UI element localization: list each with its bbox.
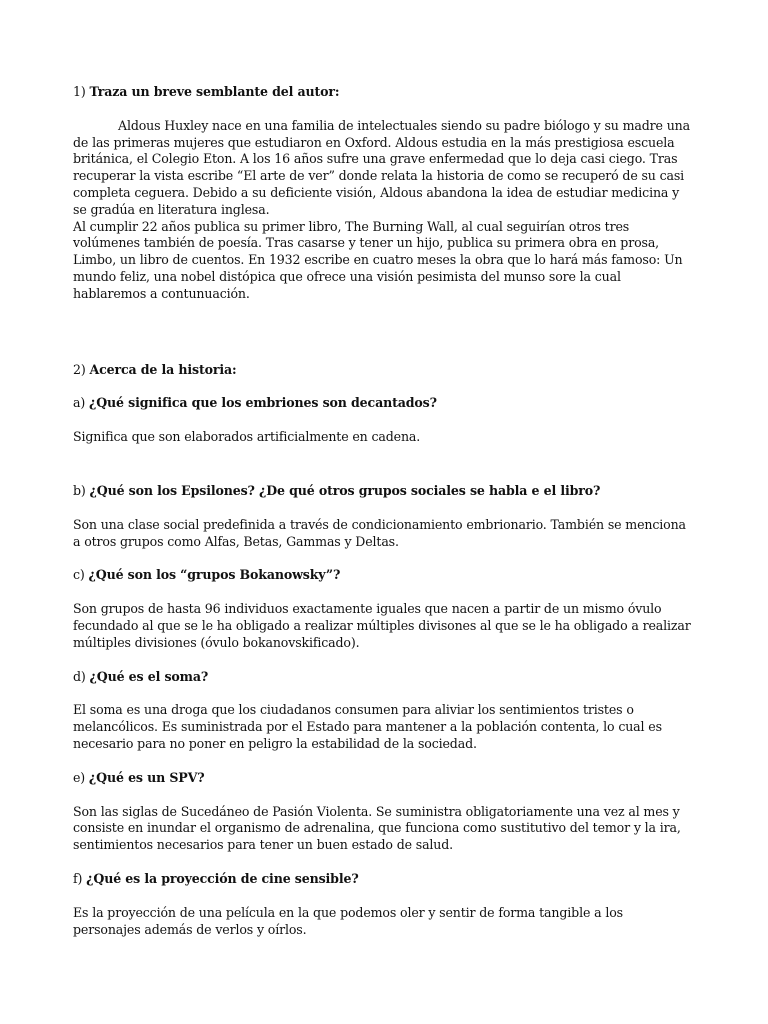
document-page	[73, 84, 693, 938]
answer-d: El soma es una droga que los ciudadanos consumen para aliviar los sentimientos tristes o melancólicos. Es suministrada por el Estado para mantener a la población contenta, lo cual es necesario para no poner en peligro la estabilidad de la sociedad.	[73, 702, 662, 751]
question-f-text: ¿Qué es la proyección de cine sensible?	[86, 870, 359, 886]
question-a-text: ¿Qué significa que los embriones son decantados?	[88, 395, 437, 411]
question-e	[73, 770, 693, 787]
answer-a: Significa que son elaborados artificialmente en cadena.	[73, 429, 421, 445]
question-c-letter: c)	[73, 567, 89, 583]
question-b-text: ¿Qué son los Epsilones? ¿De qué otros grupos sociales se habla e el libro?	[89, 482, 601, 498]
question-1-title: Traza un breve semblante del autor:	[89, 84, 340, 99]
author-paragraph-1: Aldous Huxley nace en una familia de intelectuales siendo su padre biólogo y su madre una de las primeras mujeres que estudiaron en Oxford. Aldous estudia en la más prestigiosa escuela británica, el Colegio Eton. A los 16 años sufre una grave enfermedad que lo deja casi ciego. Tras recuperar la vista escribe “El arte de ver” donde relata la historia de como se recuperó de su casi completa ceguera. Debido a su deficiente visión, Aldous abandona la idea de estudiar medicina y se gradúa en literatura inglesa.	[73, 117, 690, 217]
question-e-text: ¿Qué es un SPV?	[88, 769, 205, 785]
question-c-text: ¿Qué son los “grupos Bokanowsky”?	[88, 567, 341, 583]
question-f	[73, 871, 693, 888]
question-d	[73, 669, 693, 686]
question-d-text: ¿Qué es el soma?	[89, 668, 209, 684]
question-c	[73, 567, 693, 584]
answer-c: Son grupos de hasta 96 individuos exactamente iguales que nacen a partir de un mismo óvulo fecundado al que se le ha obligado a realizar múltiples divisones al que se le ha obligado a realizar múltiples divisiones (óvulo bokanovskificado).	[73, 601, 691, 650]
question-1-number: 1)	[73, 84, 90, 99]
answer-e: Son las siglas de Sucedáneo de Pasión Violenta. Se suministra obligatoriamente una vez al mes y consiste en inundar el organismo de adrenalina, que funciona como sustitutivo del temor y la ira, sentimientos necesarios para tener un buen estado de salud.	[73, 803, 681, 853]
answer-b: Son una clase social predefinida a través de condicionamiento embrionario. También se menciona a otros grupos como Alfas, Betas, Gammas y Deltas.	[73, 516, 686, 549]
question-2-heading	[73, 362, 693, 379]
question-b-letter: b)	[73, 482, 90, 498]
question-2-number: 2)	[73, 361, 90, 377]
question-2-title: Acerca de la historia:	[89, 361, 237, 377]
question-b	[73, 483, 693, 500]
question-d-letter: d)	[73, 668, 90, 684]
question-e-letter: e)	[73, 769, 89, 785]
question-f-letter: f)	[73, 870, 87, 886]
answer-f: Es la proyección de una película en la que podemos oler y sentir de forma tangible a los personajes además de verlos y oírlos.	[73, 904, 623, 937]
question-a-letter: a)	[73, 395, 89, 411]
question-a	[73, 395, 693, 412]
question-1-heading	[73, 84, 693, 101]
author-paragraph-2: Al cumplir 22 años publica su primer libro, The Burning Wall, al cual seguirían otros tres volúmenes también de poesía. Tras casarse y tener un hijo, publica su primera obra en prosa, Limbo, un libro de cuentos. En 1932 escribe en cuatro meses la obra que lo hará más famoso: Un mundo feliz, una nobel distópica que ofrece una visión pesimista del munso sore la cual hablaremos a contunuación.	[73, 218, 683, 301]
